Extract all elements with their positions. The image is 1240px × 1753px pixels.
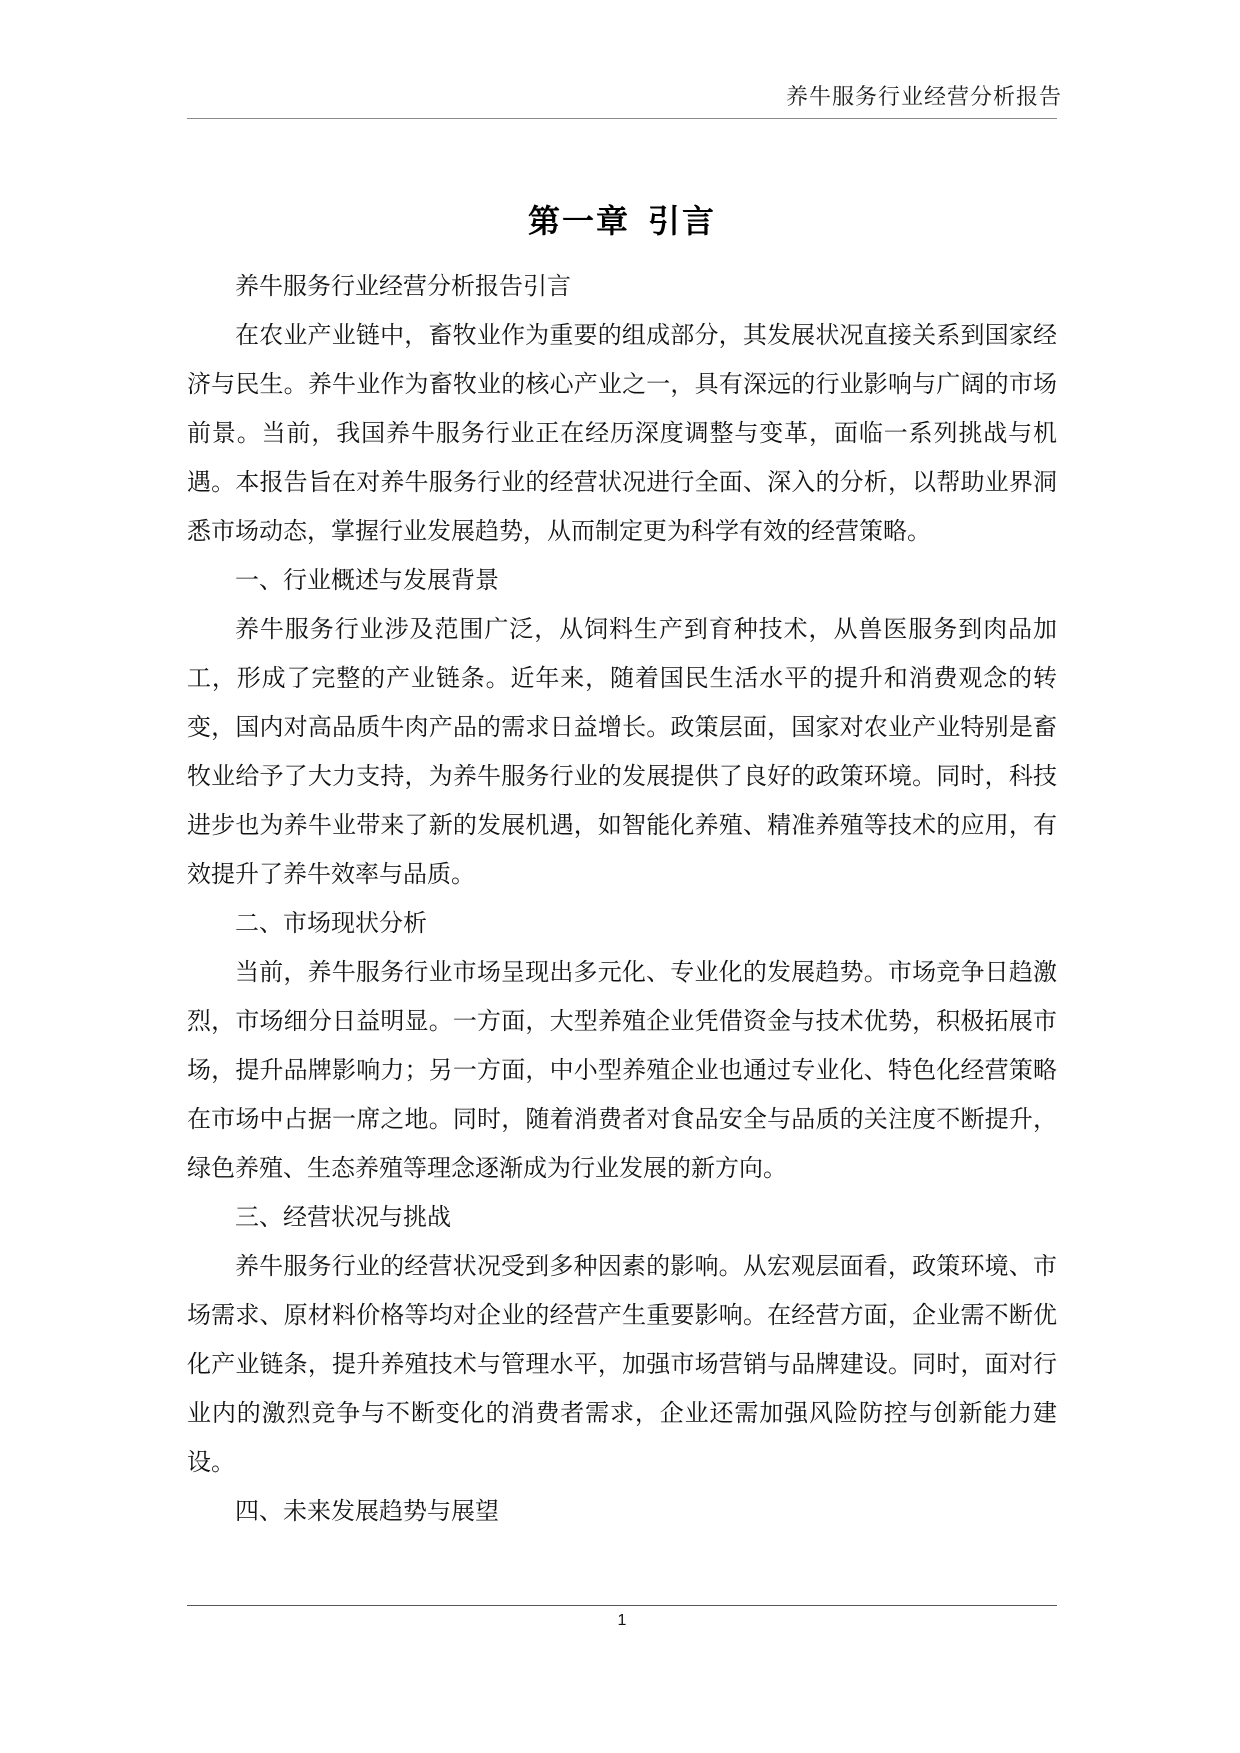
document-body (187, 262, 1057, 1536)
section-heading-2: 二、市场现状分析 (235, 909, 427, 937)
chapter-title (187, 196, 1057, 242)
header-divider (187, 118, 1057, 119)
footer-divider (187, 1605, 1057, 1606)
chapter-name: 引言 (648, 202, 717, 240)
intro-heading: 养牛服务行业经营分析报告引言 (235, 272, 571, 300)
section-heading-4: 四、未来发展趋势与展望 (235, 1497, 499, 1525)
chapter-number: 第一章 (527, 202, 630, 240)
section-paragraph-2: 当前，养牛服务行业市场呈现出多元化、专业化的发展趋势。市场竞争日趋激烈，市场细分日益明显。一方面，大型养殖企业凭借资金与技术优势，积极拓展市场，提升品牌影响力；另一方面，中小型养殖企业也通过专业化、特色化经营策略在市场中占据一席之地。同时，随着消费者对食品安全与品质的关注度不断提升，绿色养殖、生态养殖等理念逐渐成为行业发展的新方向。 (187, 958, 1057, 1182)
page-number: 1 (617, 1612, 627, 1629)
intro-paragraph: 在农业产业链中，畜牧业作为重要的组成部分，其发展状况直接关系到国家经济与民生。养牛业作为畜牧业的核心产业之一，具有深远的行业影响与广阔的市场前景。当前，我国养牛服务行业正在经历深度调整与变革，面临一系列挑战与机遇。本报告旨在对养牛服务行业的经营状况进行全面、深入的分析，以帮助业界洞悉市场动态，掌握行业发展趋势，从而制定更为科学有效的经营策略。 (187, 321, 1057, 545)
section-paragraph-1: 养牛服务行业涉及范围广泛，从饲料生产到育种技术，从兽医服务到肉品加工，形成了完整的产业链条。近年来，随着国民生活水平的提升和消费观念的转变，国内对高品质牛肉产品的需求日益增长。政策层面，国家对农业产业特别是畜牧业给予了大力支持，为养牛服务行业的发展提供了良好的政策环境。同时，科技进步也为养牛业带来了新的发展机遇，如智能化养殖、精准养殖等技术的应用，有效提升了养牛效率与品质。 (187, 615, 1057, 888)
running-header-title: 养牛服务行业经营分析报告 (785, 85, 1062, 110)
section-heading-3: 三、经营状况与挑战 (235, 1203, 451, 1231)
section-heading-1: 一、行业概述与发展背景 (235, 566, 499, 594)
section-paragraph-3: 养牛服务行业的经营状况受到多种因素的影响。从宏观层面看，政策环境、市场需求、原材料价格等均对企业的经营产生重要影响。在经营方面，企业需不断优化产业链条，提升养殖技术与管理水平，加强市场营销与品牌建设。同时，面对行业内的激烈竞争与不断变化的消费者需求，企业还需加强风险防控与创新能力建设。 (187, 1252, 1057, 1476)
